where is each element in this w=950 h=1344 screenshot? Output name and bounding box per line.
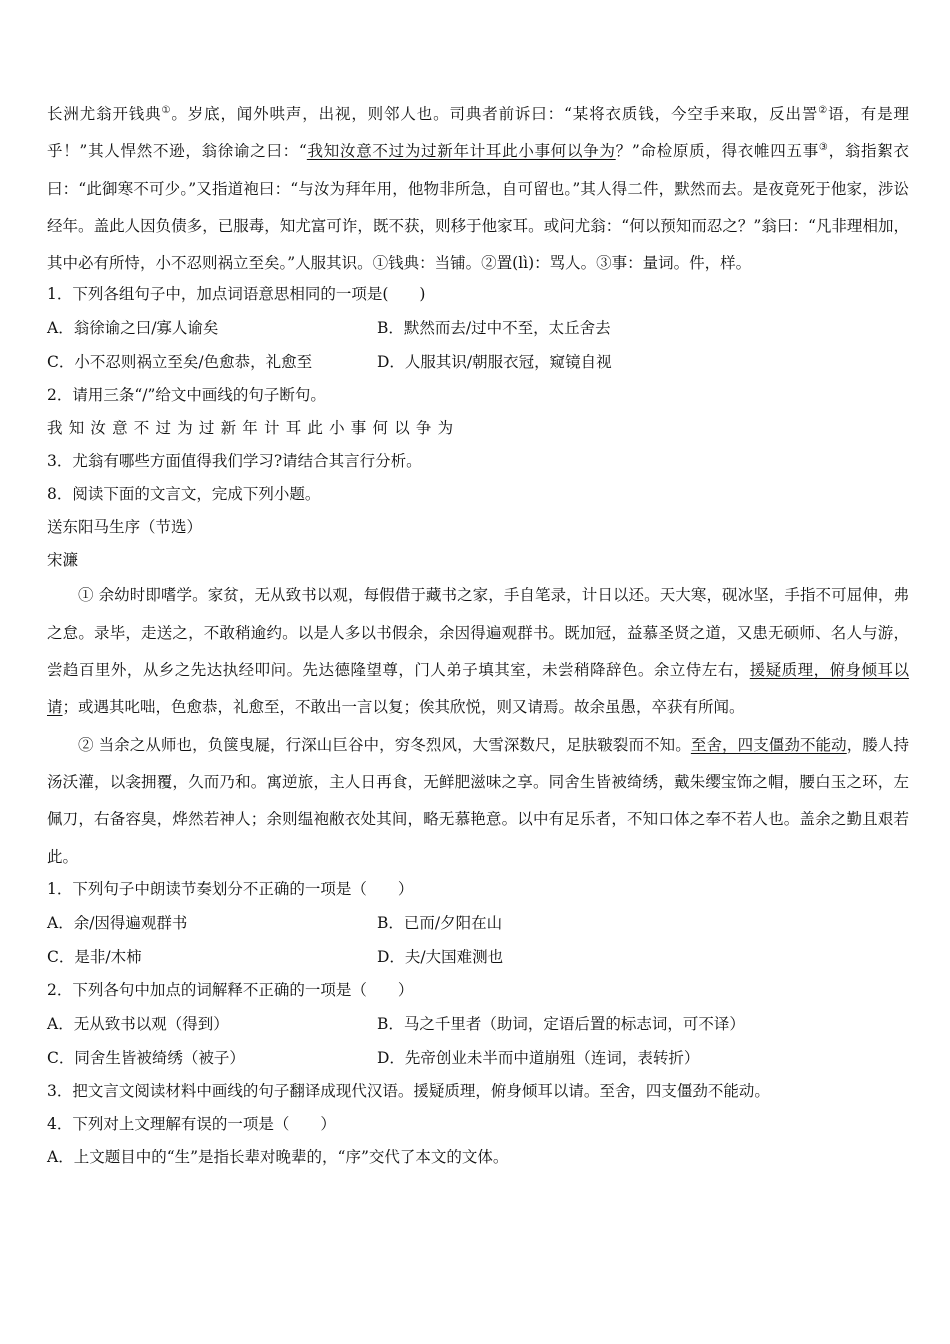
passage-text: ，媵人持汤沃灌，以衾拥覆，久而乃和。寓逆旅，主人日再食，无鲜肥滋味之享。同舍生皆被绮绣，戴朱缨宝饰之帽，腰白玉之环，左佩刀，右备容臭，烨然若神人；余则缊袍敝衣处其间，略无慕艳意。以中有足乐者，不知口体之奉不若人也。盖余之勤且艰若此。 xyxy=(47,735,909,866)
question-stem: 3．把文言文阅读材料中画线的句子翻译成现代汉语。援疑质理，俯身倾耳以请。至舍，四支僵劲不能动。 xyxy=(47,1081,770,1100)
option-b: B．默然而去/过中不至，太丘舍去 xyxy=(377,319,611,338)
option-row xyxy=(47,1007,909,1041)
option-b: B．已而/夕阳在山 xyxy=(377,913,503,932)
option-row xyxy=(47,1041,909,1075)
footnote-mark: ① xyxy=(161,104,172,116)
document-page xyxy=(47,96,909,1174)
passage-yu-weng xyxy=(47,96,909,282)
passage-text: ，翁指絮衣曰：“此御寒不可少。”又指道袍曰：“与汝为拜年用，他物非所急，自可留也。”其人得二件，默然而去。是夜竟死于他家，涉讼经年。盖此人因负债多，已服毒，知尤富可诈，既不获，则移于他家耳。或问尤翁：“何以预知而忍之？”翁曰：“凡非理相加，其中必有所恃，小不忍则祸立至矣。”人服其识。①钱典：当铺。②置(lì)：骂人。③事：量词。件，样。 xyxy=(47,142,909,273)
question-stem: 2．请用三条“/”给文中画线的句子断句。 xyxy=(47,386,326,405)
option-row xyxy=(47,345,909,379)
option-row xyxy=(47,311,909,345)
question-stem: 4．下列对上文理解有误的一项是（ ） xyxy=(47,1114,336,1133)
option-a: A．翁徐谕之曰/寡人谕矣 xyxy=(47,319,219,338)
option-a: A．上文题目中的“生”是指长辈对晚辈的，“序”交代了本文的文体。 xyxy=(47,1147,509,1166)
passage-text: ① 余幼时即嗜学。家贫，无从致书以观，每假借于藏书之家，手自笔录，计日以还。天大寒，砚冰坚，手指不可屈伸，弗之怠。录毕，走送之，不敢稍逾约。以是人多以书假余，余因得遍观群书。既加冠，益慕圣贤之道，又患无硕师、名人与游，尝趋百里外，从乡之先达执经叩问。先达德隆望尊，门人弟子填其室，未尝稍降辞色。余立侍左右， xyxy=(47,586,909,680)
passage-text: ；或遇其叱咄，色愈恭，礼愈至，不敢出一言以复；俟其欣悦，则又请焉。故余虽愚，卒获有所闻。 xyxy=(62,698,745,717)
passage-text: ？”命检原质，得衣帷四五事 xyxy=(615,142,819,161)
passage-author: 宋濂 xyxy=(47,551,79,570)
footnote-mark: ③ xyxy=(818,142,829,154)
passage-text: ② 当余之从师也，负箧曳屣，行深山巨谷中，穷冬烈风，大雪深数尺，足肤皲裂而不知。 xyxy=(78,735,691,754)
option-b: B．马之千里者（助词，定语后置的标志词，可不译） xyxy=(377,1014,745,1033)
option-c: C．是非/木柿 xyxy=(47,947,142,966)
passage-paragraph-1 xyxy=(47,577,909,726)
option-d: D．先帝创业未半而中道崩殂（连词，表转折） xyxy=(377,1048,700,1067)
question-stem: 1．下列句子中朗读节奏划分不正确的一项是（ ） xyxy=(47,879,414,898)
option-a: A．无从致书以观（得到） xyxy=(47,1014,229,1033)
passage-text: 语，有是理乎！”其人悍然不逊，翁徐谕之曰：“ xyxy=(47,105,909,161)
passage-text: 长洲尤翁开钱典 xyxy=(47,105,162,123)
option-a: A．余/因得遍观群书 xyxy=(47,913,188,932)
question-stem: 2．下列各句中加点的词解释不正确的一项是（ ） xyxy=(47,980,414,999)
option-c: C．同舍生皆被绮绣（被子） xyxy=(47,1048,245,1067)
option-c: C．小不忍则祸立至矣/色愈恭，礼愈至 xyxy=(47,353,313,372)
footnote-mark: ② xyxy=(818,104,829,116)
question-stem: 8．阅读下面的文言文，完成下列小题。 xyxy=(47,485,321,504)
option-row xyxy=(47,940,909,974)
passage-text: 。岁底，闻外哄声，出视，则邻人也。司典者前诉曰：“某将衣质钱，今空手来取，反出詈 xyxy=(171,105,819,123)
question-stem: 3．尤翁有哪些方面值得我们学习?请结合其言行分析。 xyxy=(47,452,422,471)
option-d: D．人服其识/朝服衣冠，窥镜自视 xyxy=(377,353,612,372)
sentence-to-punctuate: 我知汝意不过为过新年计耳此小事何以争为 xyxy=(47,419,460,438)
underlined-sentence: 至舍，四支僵劲不能动 xyxy=(690,735,847,754)
option-row xyxy=(47,906,909,940)
underlined-sentence: 我知汝意不过为过新年计耳此小事何以争为 xyxy=(306,142,616,161)
underlined-sentence: 援疑质理，俯身倾耳以请 xyxy=(47,661,909,717)
option-d: D．夫/大国难测也 xyxy=(377,947,504,966)
question-stem: 1．下列各组句子中，加点词语意思相同的一项是( ) xyxy=(47,285,426,304)
passage-paragraph-2 xyxy=(47,727,909,876)
passage-title: 送东阳马生序（节选） xyxy=(47,518,203,537)
